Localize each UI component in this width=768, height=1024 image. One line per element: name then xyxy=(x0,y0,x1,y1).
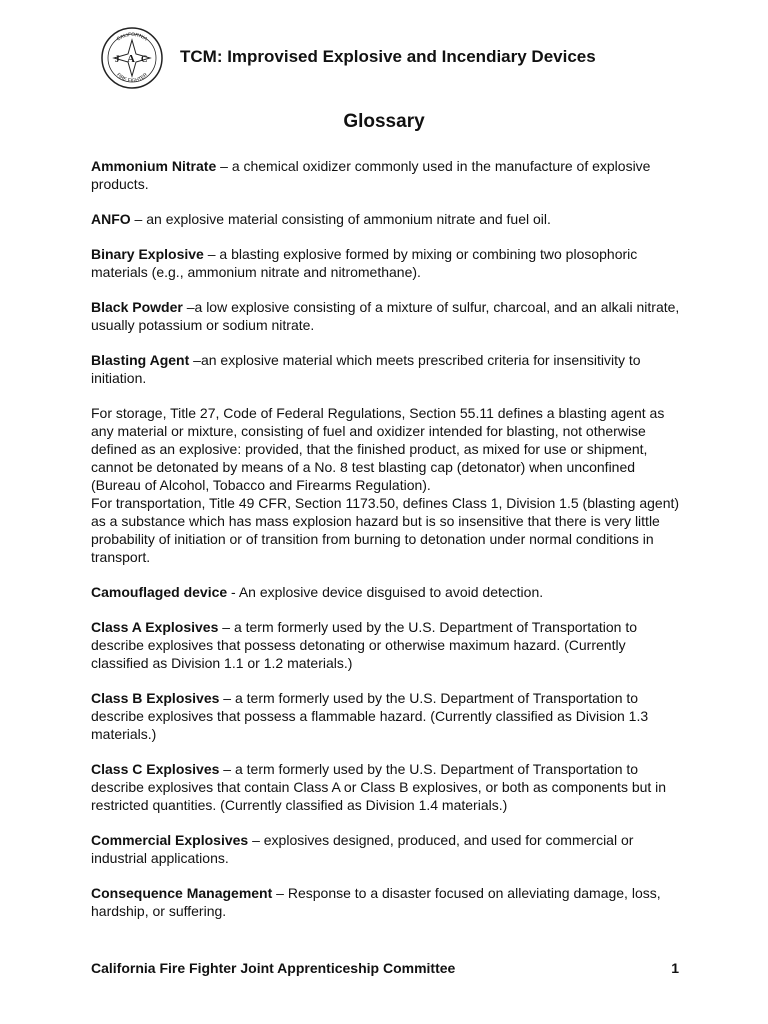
definition: a term formerly used by the U.S. Department of Transportation to describe explosives that possess a flammable hazard. (Currently classified as Division 1.3 materials.) xyxy=(91,690,649,742)
glossary-entry-ammonium-nitrate xyxy=(91,157,681,193)
definition: a chemical oxidizer commonly used in the manufacture of explosive products. xyxy=(91,158,651,192)
jac-logo xyxy=(100,26,164,90)
separator: – xyxy=(272,885,288,901)
glossary-entry-black-powder xyxy=(91,298,681,334)
definition: an explosive material consisting of ammonium nitrate and fuel oil. xyxy=(146,211,551,227)
definition: an explosive material which meets prescribed criteria for insensitivity to initiation. xyxy=(91,352,641,386)
logo-ring-top: CALIFORNIA xyxy=(115,31,149,43)
definition: explosives designed, produced, and used for commercial or industrial applications. xyxy=(91,832,634,866)
document-title: TCM: Improvised Explosive and Incendiary Devices xyxy=(180,47,596,66)
glossary-entry-anfo xyxy=(91,210,681,228)
definition: a term formerly used by the U.S. Department of Transportation to describe explosives that possess detonating or otherwise maximum hazard. (Currently classified as Division 1.1 or 1.2 materials.) xyxy=(91,619,638,671)
glossary-content xyxy=(91,157,681,937)
logo-ring-bottom: FIRE FIGHTER xyxy=(115,72,149,85)
separator: – xyxy=(189,352,201,368)
separator: – xyxy=(216,158,232,174)
glossary-entry-binary-explosive xyxy=(91,245,681,281)
term: Class A Explosives xyxy=(91,619,219,635)
glossary-entry-class-c-explosives xyxy=(91,760,681,814)
glossary-entry-camouflaged-device xyxy=(91,583,681,601)
glossary-entry-consequence-management xyxy=(91,884,681,920)
term: Camouflaged device xyxy=(91,584,228,600)
definition: a blasting explosive formed by mixing or combining two plosophoric materials (e.g., ammonium nitrate and nitromethane). xyxy=(91,246,638,280)
separator: - xyxy=(227,584,239,600)
separator: – xyxy=(130,211,147,227)
definition: Response to a disaster focused on alleviating damage, loss, hardship, or suffering. xyxy=(91,885,661,919)
blasting-agent-storage-paragraph: For storage, Title 27, Code of Federal Regulations, Section 55.11 defines a blasting agent as any material or mixture, consisting of fuel and oxidizer intended for blasting, not otherwise defined as an explosive: provided, that the finished product, as mixed for use or shipment, cannot be detonated by means of a No. 8 test blasting cap (detonator) when unconfined (Bureau of Alcohol, Tobacco and Firearms Regulation). xyxy=(91,405,665,493)
logo-letter-c: C xyxy=(141,54,148,64)
definition: a low explosive consisting of a mixture of sulfur, charcoal, and an alkali nitrate, usually potassium or sodium nitrate. xyxy=(91,299,680,333)
term: Blasting Agent xyxy=(91,352,190,368)
term: Binary Explosive xyxy=(91,246,204,262)
definition: An explosive device disguised to avoid detection. xyxy=(238,584,544,600)
page-header xyxy=(100,26,700,90)
term: Class B Explosives xyxy=(91,690,220,706)
term: ANFO xyxy=(91,211,131,227)
glossary-entry-class-a-explosives xyxy=(91,618,681,672)
glossary-entry-class-b-explosives xyxy=(91,689,681,743)
glossary-entry-commercial-explosives xyxy=(91,831,681,867)
separator: – xyxy=(248,832,264,848)
term: Class C Explosives xyxy=(91,761,220,777)
logo-letter-j: J xyxy=(115,54,120,64)
term: Consequence Management xyxy=(91,885,273,901)
definition: a term formerly used by the U.S. Department of Transportation to describe explosives that contain Class A or Class B explosives, or both as components but in restricted quantities. (Currently classified as Division 1.4 materials.) xyxy=(91,761,667,813)
page-number: 1 xyxy=(671,960,679,976)
glossary-heading: Glossary xyxy=(343,111,425,132)
separator: – xyxy=(218,619,234,635)
term: Commercial Explosives xyxy=(91,832,249,848)
page-footer xyxy=(91,960,679,976)
footer-organization: California Fire Fighter Joint Apprenticeship Committee xyxy=(91,960,456,976)
separator: – xyxy=(203,246,220,262)
term: Black Powder xyxy=(91,299,183,315)
separator: – xyxy=(219,690,235,706)
separator: – xyxy=(219,761,235,777)
logo-letter-a: A xyxy=(127,53,135,65)
separator: – xyxy=(182,299,195,315)
glossary-entry-blasting-agent xyxy=(91,351,681,387)
blasting-agent-transportation-paragraph: For transportation, Title 49 CFR, Section 1173.50, defines Class 1, Division 1.5 (blasting agent) as a substance which has mass explosion hazard but is so insensitive that there is very little probability of initiation or of transition from burning to detonation under normal conditions in transport. xyxy=(91,495,680,565)
svg-text:FIRE FIGHTER xyxy=(115,72,149,84)
term: Ammonium Nitrate xyxy=(91,158,217,174)
